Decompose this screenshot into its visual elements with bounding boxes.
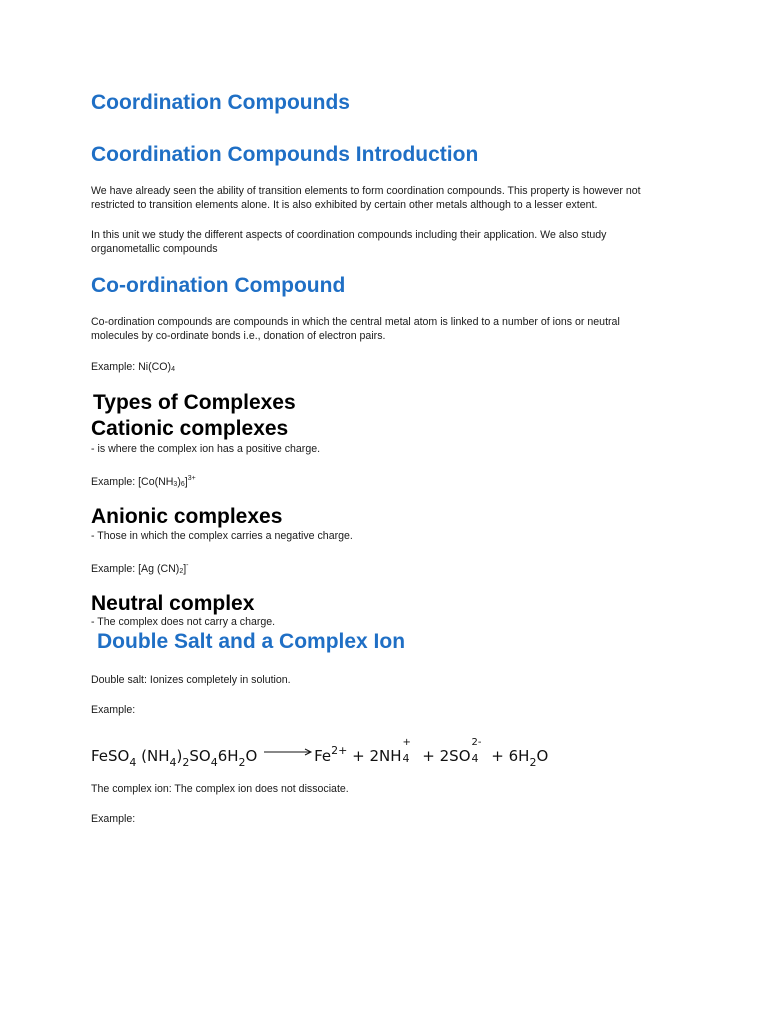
eq-plus-3: + [486,747,509,765]
cationic-charge: 3+ [187,475,196,482]
double-salt-heading: Double Salt and a Complex Ion [97,630,406,653]
eq-reactant-water: $6H_2O$ [217,747,258,769]
anionic-description: - Those in which the complex carries a negative charge. [91,530,353,542]
anionic-charge: - [186,562,189,569]
intro-heading: Coordination Compounds Introduction [91,143,479,166]
coordination-def-line1: Co-ordination compounds are compounds in which the central metal atom is linked to a number of ions or neutral [91,316,620,328]
eq-product-nh4: 2NH + 4 [369,737,411,765]
cationic-sub-2: 6 [180,481,185,488]
coordination-example-text: Example: Ni(CO) [91,361,172,373]
complex-ion-description: The complex ion: The complex ion does not dissociate. [91,783,349,795]
coordination-definition [91,315,691,343]
double-salt-description: Double salt: Ionizes completely in solution. [91,674,291,686]
intro-paragraph-1 [91,184,691,212]
types-of-complexes-heading: Types of Complexes [93,391,296,414]
intro-p1-line2: restricted to transition elements alone. It is also exhibited by certain other metals although to a lesser extent. [91,199,598,211]
double-salt-example-label: Example: [91,704,136,716]
eq-reactant-nh4: $(NH_4)_2$ [136,747,190,769]
intro-paragraph-2 [91,228,691,256]
eq-product-fe: $Fe^{2+}$ [314,744,348,765]
anionic-example-text: Example: [Ag (CN) [91,563,180,575]
intro-p1-line1: We have already seen the ability of transition elements to form coordination compounds. This property is however not [91,185,641,197]
anionic-example [91,559,691,579]
coordination-def-line2: molecules by co-ordinate bonds i.e., donation of electron pairs. [91,330,386,342]
cationic-example [91,472,691,492]
intro-p2-line2: organometallic compounds [91,243,218,255]
complex-ion-example-label: Example: [91,813,136,825]
cationic-description: - is where the complex ion has a positive charge. [91,443,321,455]
anionic-close: ] [183,563,187,575]
eq-product-water: $6H_2O$ [508,747,549,769]
coordination-compound-heading: Co-ordination Compound [91,274,346,297]
eq-plus-1: + [347,747,370,765]
double-salt-equation [91,737,549,773]
coordination-example-subscript: 4 [171,366,175,373]
reaction-arrow-icon [262,741,314,761]
neutral-heading: Neutral complex [91,592,255,615]
page-title: Coordination Compounds [91,91,350,114]
eq-reactant-feso4: FeSO$_4$ [91,747,137,769]
cationic-mid: ) [177,476,181,488]
cationic-close: ] [184,476,188,488]
cationic-sub-1: 3 [173,481,178,488]
cationic-heading: Cationic complexes [91,417,289,440]
neutral-description: - The complex does not carry a charge. [91,616,276,628]
anionic-heading: Anionic complexes [91,505,283,528]
eq-reactant-so4: $SO_4$ [189,747,218,769]
cationic-example-text: Example: [Co(NH [91,476,174,488]
intro-p2-line1: In this unit we study the different aspects of coordination compounds including their application. We also study [91,229,607,241]
eq-plus-2: + [417,747,440,765]
coordination-example [91,360,691,377]
eq-product-so4: 2SO 2- 4 [439,737,482,765]
anionic-sub: 2 [179,568,184,575]
